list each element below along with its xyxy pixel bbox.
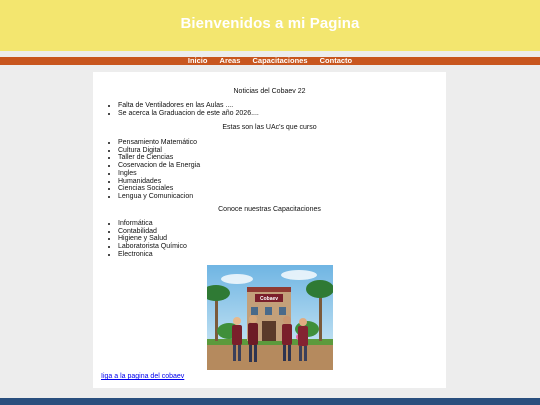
site-header (0, 0, 540, 51)
site-footer (0, 398, 540, 405)
list-item: • Ingles (118, 170, 200, 178)
main-nav (0, 57, 540, 65)
list-item: • Lengua y Comunicacion (118, 193, 200, 201)
news-list (93, 102, 259, 117)
uacs-list (93, 139, 200, 201)
list-item: • Contabilidad (118, 228, 187, 236)
list-item: • Laboratorista Químico (118, 243, 187, 251)
list-item: • Falta de Ventiladores en las Aulas .... (118, 102, 259, 110)
list-item: • Informática (118, 220, 187, 228)
list-item: • Pensamiento Matemático (118, 139, 200, 147)
list-item: • Higiene y Salud (118, 235, 187, 243)
list-item: • Taller de Ciencias (118, 154, 200, 162)
nav-item-capacitaciones[interactable]: Capacitaciones (252, 56, 308, 65)
news-title: Noticias del Cobaev 22 (233, 88, 306, 95)
school-sign-text: Cobaev (259, 296, 279, 302)
nav-item-contacto[interactable]: Contacto (319, 56, 353, 65)
list-item: • Coservacion de la Energia (118, 162, 200, 170)
list-item: • Se acerca la Graduacion de este año 2026.... (118, 110, 259, 118)
nav-item-areas[interactable]: Areas (219, 56, 241, 65)
list-item: • Cultura Digital (118, 147, 200, 155)
capacitaciones-list (93, 220, 187, 259)
list-item: • Electronica (118, 251, 187, 259)
list-item: • Humanidades (118, 178, 200, 186)
capacitaciones-title: Conoce nuestras Capacitaciones (218, 206, 321, 213)
list-item: • Ciencias Sociales (118, 185, 200, 193)
nav-item-inicio[interactable]: Inicio (187, 56, 208, 65)
school-students-image (207, 265, 333, 370)
uacs-title: Estas son las UAc's que curso (222, 124, 317, 131)
content-panel (93, 72, 446, 388)
cobaev-page-link[interactable]: Iiga a la pagina del cobaev (101, 373, 185, 380)
page-title: Bienvenidos a mi Pagina (180, 15, 360, 32)
